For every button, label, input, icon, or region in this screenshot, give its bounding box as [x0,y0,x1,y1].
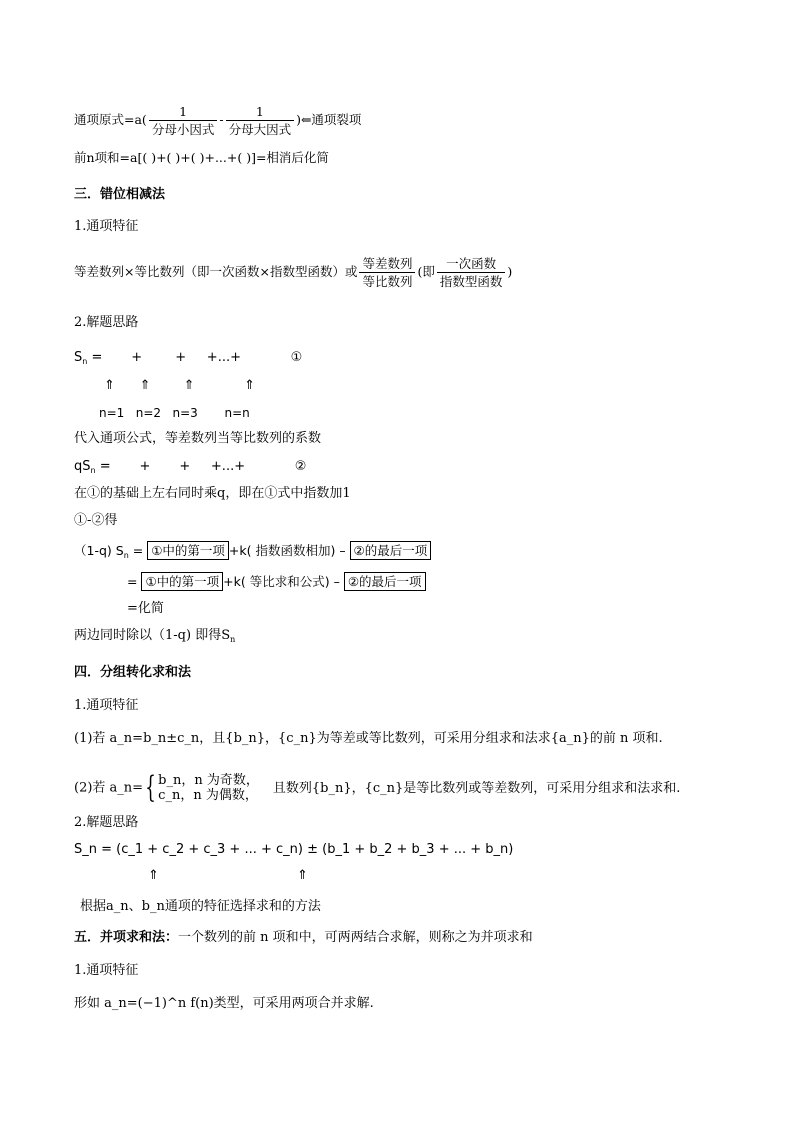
section-5-sub1: 1.通项特征 [74,963,139,978]
index-labels: n=1 n=2 n=3 n=n [99,406,250,420]
section-4-item-2: (2)若 a_n={ b_n，n 为奇数， c_n，n 为偶数， 且数列{b_n}，{c_n}是等比数列或等差数列，可采用分组求和法求和. [74,770,681,805]
section-3-sub1: 1.通项特征 [74,219,139,234]
grouping-arrow-right: ⇑ [297,868,308,883]
partial-sum-line: 前n项和=a[( )+( )+( )+...+( )]=相消后化简 [74,150,329,165]
fraction-arith-geo: $\frac{\text{等差数列}}{\text{等比数列}}$ [359,256,415,289]
fraction-small-factor: $\frac{1}{\text{分母小因式}}$ [149,104,218,137]
left-brace: { [145,770,156,805]
fraction-large-factor: $\frac{1}{\text{分母大因式}}$ [226,104,295,137]
formula-suffix: )⇐通项裂项 [296,112,362,127]
section-4-item-1: (1)若 a_n=b_n±c_n，且{b_n}，{c_n}为等差或等比数列，可采用分组求和法求{a_n}的前 n 项和. [74,731,663,746]
section-5-heading: 五．并项求和法： [74,930,179,945]
section-5-text: 形如 a_n=(−1)^n f(n)类型，可采用两项合并求解. [74,996,374,1011]
section-3-sub2: 2.解题思路 [74,315,139,330]
formula-prefix: 通项原式=a( [74,112,147,127]
grouping-arrow-left: ⇑ [148,868,159,883]
sn-equation: $S_n$ = + + +...+ ① [74,350,303,366]
section-4-heading: 四．分组转化求和法 [74,665,192,680]
boxed-first-term-2: ①中的第一项 [141,572,223,591]
piecewise-cases: b_n，n 为奇数， c_n，n 为偶数， [158,773,259,803]
index-arrows: ⇑ ⇑ ⇑ ⇑ [104,378,256,393]
section-4-sub1: 1.通项特征 [74,698,139,713]
boxed-first-term: ①中的第一项 [147,541,229,560]
section-5-heading-line: 五．并项求和法：一个数列的前 n 项和中，可两两结合求解，则称之为并项求和 [74,930,533,945]
section-3-feature: 等差数列×等比数列（即一次函数×指数型函数）或 $\frac{\text{等差数列}}{\text{等比数列}}$ (即 $\frac{\text{一次函数}}{\text{指数型函数}}$ ) [74,256,513,289]
substitute-note: 代入通项公式，等差数列当等比数列的系数 [74,431,322,446]
subtract-note: ①-②得 [74,513,118,528]
fraction-linear-exp: $\frac{\text{一次函数}}{\text{指数型函数}}$ [437,256,506,289]
boxed-last-term: ②的最后一项 [350,541,432,560]
result-line-1: （1-q) $S_n$ = ①中的第一项 +k( 指数函数相加) – ②的最后一项 [74,541,431,564]
grouping-note: 根据a_n、b_n通项的特征选择求和的方法 [80,899,321,914]
grouping-formula: S_n = (c_1 + c_2 + c_3 + ... + c_n) ± (b_1 + b_2 + b_3 + ... + b_n) [74,842,514,857]
section-4-sub2: 2.解题思路 [74,815,139,830]
section-3-heading: 三．错位相减法 [74,187,166,202]
result-line-3: =化简 [127,601,164,616]
result-line-2: = ①中的第一项 +k( 等比求和公式) – ②的最后一项 [127,572,426,591]
divide-note: 两边同时除以（1-q) 即得$S_n$ [74,628,236,644]
split-term-formula: 通项原式=a( $\frac{1}{\text{分母小因式}}$ - $\frac{1}{\text{分母大因式}}$ )⇐通项裂项 [74,104,362,137]
multiply-note: 在①的基础上左右同时乘q，即在①式中指数加1 [74,486,351,501]
boxed-last-term-2: ②的最后一项 [344,572,426,591]
qsn-equation: $qS_n$ = + + +...+ ② [74,459,307,475]
